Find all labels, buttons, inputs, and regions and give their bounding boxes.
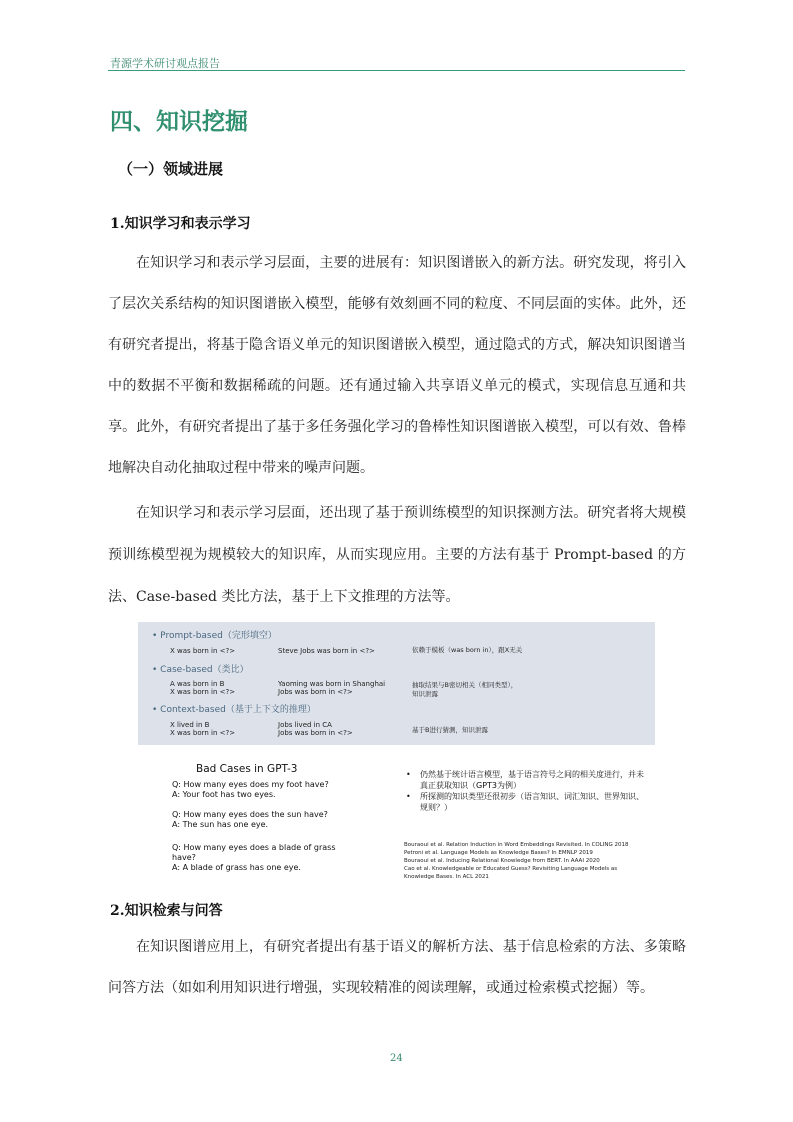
limitations-list [406,769,646,813]
figure-example-b: Jobs lived in CA Jobs was born in <?> [278,721,353,737]
figure-row-head: • Case-based（类比） [152,665,249,675]
bad-case-qa: Q: How many eyes does my foot have? A: Your foot has two eyes. [172,780,329,799]
limitation-text: 所探测的知识类型还很初步（语言知识、词汇知识、世界知识、规则？） [420,792,644,812]
figure-row-head: • Context-based（基于上下文的推理） [152,705,316,715]
reference-item: Petroni et al. Language Models as Knowledge Bases? In EMNLP 2019 [404,850,593,856]
paragraph-knowledge-learning-1: 在知识学习和表示学习层面，主要的进展有：知识图谱嵌入的新方法。研究发现，将引入了层次关系结构的知识图谱嵌入模型，能够有效刻画不同的粒度、不同层面的实体。此外，还有研究者提出，将基于隐含语义单元的知识图谱嵌入模型，通过隐式的方式，解决知识图谱当中的数据不平衡和数据稀疏的问题。还有通过输入共享语义单元的模式，实现信息互通和共享。此外，有研究者提出了基于多任务强化学习的鲁棒性知识图谱嵌入模型，可以有效、鲁棒地解决自动化抽取过程中带来的噪声问题。 [108,255,686,476]
reference-item: Cao et al. Knowledgeable or Educated Guess? Revisiting Language Models as [404,866,618,872]
figure-example-b: Steve Jobs was born in <?> [278,647,375,655]
figure-note: 基于B进行猜测，知识泄露 [412,726,488,734]
limitation-item [406,791,646,813]
limitation-text: 仍然基于统计语言模型，基于语言符号之间的相关度进行，并未真正获取知识（GPT3为例） [420,770,644,790]
reference-item: Knowledge Bases. In ACL 2021 [404,874,489,880]
page-number: 24 [390,1053,403,1064]
figure-note: 依赖于模板（was born in），跟X无关 [412,646,523,654]
bad-case-qa: Q: How many eyes does the sun have? A: The sun has one eye. [172,810,328,829]
figure-row-head: • Prompt-based（完形填空） [152,631,277,641]
subsection-title-2: 2.知识检索与问答 [110,903,223,919]
reference-item: Bouraoui et al. Relation Induction in Word Embeddings Revisited. In COLING 2018 [404,842,629,848]
bullet-icon: • [406,792,411,801]
chapter-title: 四、知识挖掘 [110,108,248,135]
figure-example-a: X was born in <?> [170,647,236,655]
reference-item: Bouraoui et al. Inducing Relational Knowledge from BERT. In AAAI 2020 [404,858,600,864]
bad-case-qa: Q: How many eyes does a blade of grass have? A: A blade of grass has one eye. [172,843,336,872]
limitation-item [406,769,646,791]
figure-example-a: A was born in B X was born in <?> [170,680,236,696]
header-divider [108,70,685,71]
figure-example-a: X lived in B X was born in <?> [170,721,236,737]
bad-cases-figure [138,745,655,885]
probing-methods-figure [138,622,655,745]
figure-example-b: Yaoming was born in Shanghai Jobs was born in <?> [278,680,386,696]
paragraph-knowledge-learning-2: 在知识学习和表示学习层面，还出现了基于预训练模型的知识探测方法。研究者将大规模预训练模型视为规模较大的知识库，从而实现应用。主要的方法有基于 Prompt-based 的方法、Case-based 类比方法，基于上下文推理的方法等。 [108,505,686,605]
paragraph-knowledge-retrieval: 在知识图谱应用上，有研究者提出有基于语义的解析方法、基于信息检索的方法、多策略问答方法（如如利用知识进行增强，实现较精准的阅读理解，或通过检索模式挖掘）等。 [108,939,686,996]
bullet-icon: • [406,770,411,779]
bad-cases-title: Bad Cases in GPT-3 [196,763,298,775]
header-title: 青源学术研讨观点报告 [110,57,220,70]
figure-note: 抽取结果与B密切相关（相同类型）， 知识泄露 [412,681,518,698]
references [404,841,629,881]
subsection-title-1: 1.知识学习和表示学习 [110,216,251,232]
section-title: （一）领域进展 [118,160,224,178]
